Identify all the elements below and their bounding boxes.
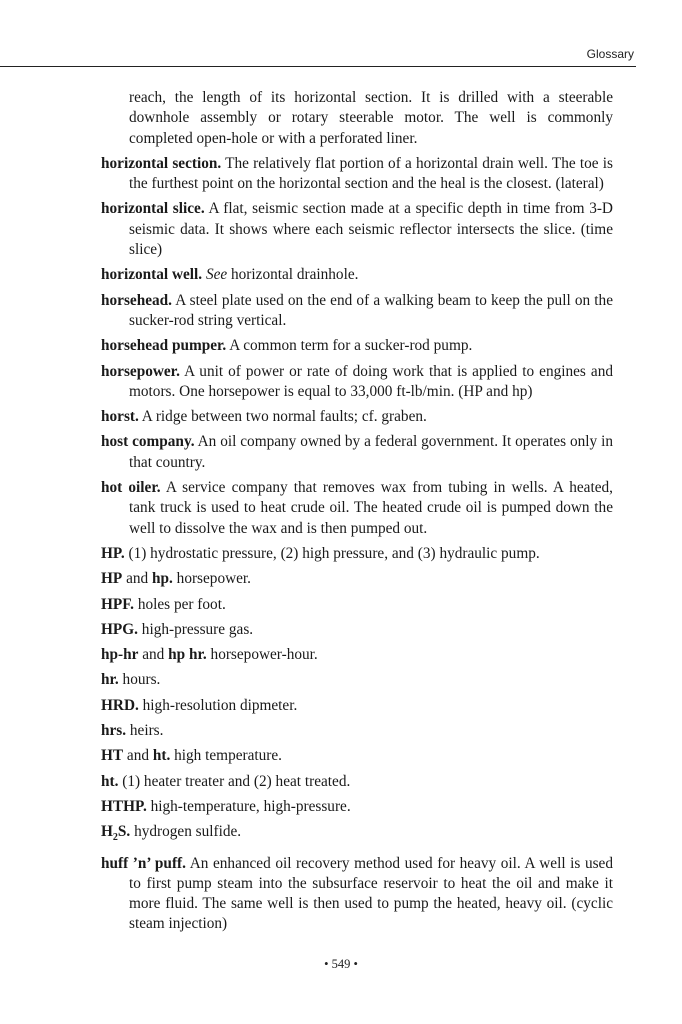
entry-horizontal-section bbox=[101, 154, 613, 195]
definition: horsepower-hour. bbox=[206, 646, 318, 664]
definition: A steel plate used on the end of a walking beam to keep the pull on the sucker-rod string vertical. bbox=[129, 291, 613, 329]
entry-ht-and-ht bbox=[101, 746, 613, 766]
header-rule bbox=[0, 66, 636, 67]
definition: A unit of power or rate of doing work that is applied to engines and motors. One horsepower is equal to 33,000 ft-lb/min. (HP and hp) bbox=[129, 362, 613, 400]
entry-horsehead bbox=[101, 291, 613, 332]
entry-host-company bbox=[101, 432, 613, 473]
entry-hp bbox=[101, 544, 613, 564]
term: ht. bbox=[101, 772, 119, 790]
continuation-text: reach, the length of its horizontal section. It is drilled with a steerable downhole assembly or rotary steerable motor. The well is commonly completed open-hole or with a perforated liner. bbox=[129, 89, 613, 147]
definition: horsepower. bbox=[172, 570, 252, 588]
definition: heirs. bbox=[126, 722, 164, 740]
glossary-body bbox=[101, 88, 613, 940]
definition: The relatively flat portion of a horizontal drain well. The toe is the furthest point on the horizontal section and the heal is the closest. (lateral) bbox=[129, 154, 613, 193]
entry-ht bbox=[101, 772, 613, 792]
joiner: and bbox=[138, 646, 169, 664]
definition: hydrogen sulfide. bbox=[130, 823, 242, 841]
term: hr. bbox=[101, 671, 119, 689]
definition: high temperature. bbox=[170, 747, 283, 765]
subscript: 2 bbox=[112, 832, 118, 844]
definition: An oil company owned by a federal government. It operates only in that country. bbox=[129, 433, 614, 471]
entry-hpf bbox=[101, 595, 613, 615]
term: horsehead. bbox=[101, 291, 172, 309]
see-reference: See bbox=[205, 266, 228, 284]
term: HRD. bbox=[101, 696, 139, 714]
term: HP. bbox=[101, 544, 125, 562]
entry-hpg bbox=[101, 620, 613, 640]
term-2: hp. bbox=[152, 570, 173, 588]
definition: (1) hydrostatic pressure, (2) high pressure, and (3) hydraulic pump. bbox=[124, 544, 540, 562]
entry-huff-n-puff bbox=[101, 854, 613, 935]
running-header-title: Glossary bbox=[586, 47, 634, 61]
entry-horsepower bbox=[101, 362, 613, 403]
term: host company. bbox=[101, 433, 195, 451]
definition: high-resolution dipmeter. bbox=[138, 696, 298, 714]
term: huff ’n’ puff. bbox=[101, 854, 186, 872]
definition: horizontal drainhole. bbox=[227, 266, 359, 284]
entry-hp-and-hp bbox=[101, 569, 613, 589]
definition: holes per foot. bbox=[134, 595, 226, 613]
term: hrs. bbox=[101, 722, 127, 740]
entry-hthp bbox=[101, 797, 613, 817]
entry-h2s bbox=[101, 822, 613, 848]
term: horsepower. bbox=[101, 362, 180, 380]
entry-hot-oiler bbox=[101, 478, 613, 539]
page-number: • 549 • bbox=[324, 957, 358, 971]
definition: (1) heater treater and (2) heat treated. bbox=[118, 772, 351, 790]
entry-hr bbox=[101, 670, 613, 690]
definition: high-temperature, high-pressure. bbox=[146, 797, 351, 815]
term-2: ht. bbox=[152, 747, 171, 765]
term bbox=[101, 823, 131, 844]
term: HPG. bbox=[101, 620, 138, 638]
entry-horsehead-pumper bbox=[101, 336, 613, 356]
entry-horizontal-slice bbox=[101, 199, 613, 260]
entry-hrs bbox=[101, 721, 613, 741]
definition: An enhanced oil recovery method used for heavy oil. A well is used to first pump steam into the subsurface reservoir to heat the oil and make it more fluid. The same well is then used to pump the heated, heavy oil. (cyclic steam injection) bbox=[129, 854, 613, 933]
term-part: H bbox=[101, 823, 113, 841]
term-2: hp hr. bbox=[168, 646, 207, 664]
joiner: and bbox=[123, 747, 153, 765]
term: hot oiler. bbox=[101, 479, 161, 497]
entry-horst bbox=[101, 407, 613, 427]
definition: A ridge between two normal faults; cf. graben. bbox=[138, 408, 427, 426]
term: horizontal section. bbox=[101, 154, 222, 172]
definition: high-pressure gas. bbox=[137, 620, 254, 638]
definition: A flat, seismic section made at a specific depth in time from 3-D seismic data. It shows where each seismic reflector intersects the slice. (time slice) bbox=[129, 200, 613, 259]
term-part: S. bbox=[117, 823, 131, 841]
term: horizontal well. bbox=[101, 266, 203, 284]
term: horizontal slice. bbox=[101, 200, 205, 218]
joiner: and bbox=[122, 570, 152, 588]
definition: hours. bbox=[118, 671, 161, 689]
term: HP bbox=[101, 570, 123, 588]
term: horsehead pumper. bbox=[101, 337, 227, 355]
term: HTHP. bbox=[101, 797, 147, 815]
definition: A common term for a sucker-rod pump. bbox=[226, 337, 473, 355]
entry-hrd bbox=[101, 696, 613, 716]
term: HPF. bbox=[101, 595, 135, 613]
term: HT bbox=[101, 747, 124, 765]
term: horst. bbox=[101, 408, 139, 426]
term: hp-hr bbox=[101, 646, 139, 664]
entry-hp-hr bbox=[101, 645, 613, 665]
definition: A service company that removes wax from tubing in wells. A heated, tank truck is used to heat crude oil. The heated crude oil is pumped down the well to dissolve the wax and is then pumped out. bbox=[129, 479, 613, 537]
entry-horizontal-well bbox=[101, 265, 613, 285]
